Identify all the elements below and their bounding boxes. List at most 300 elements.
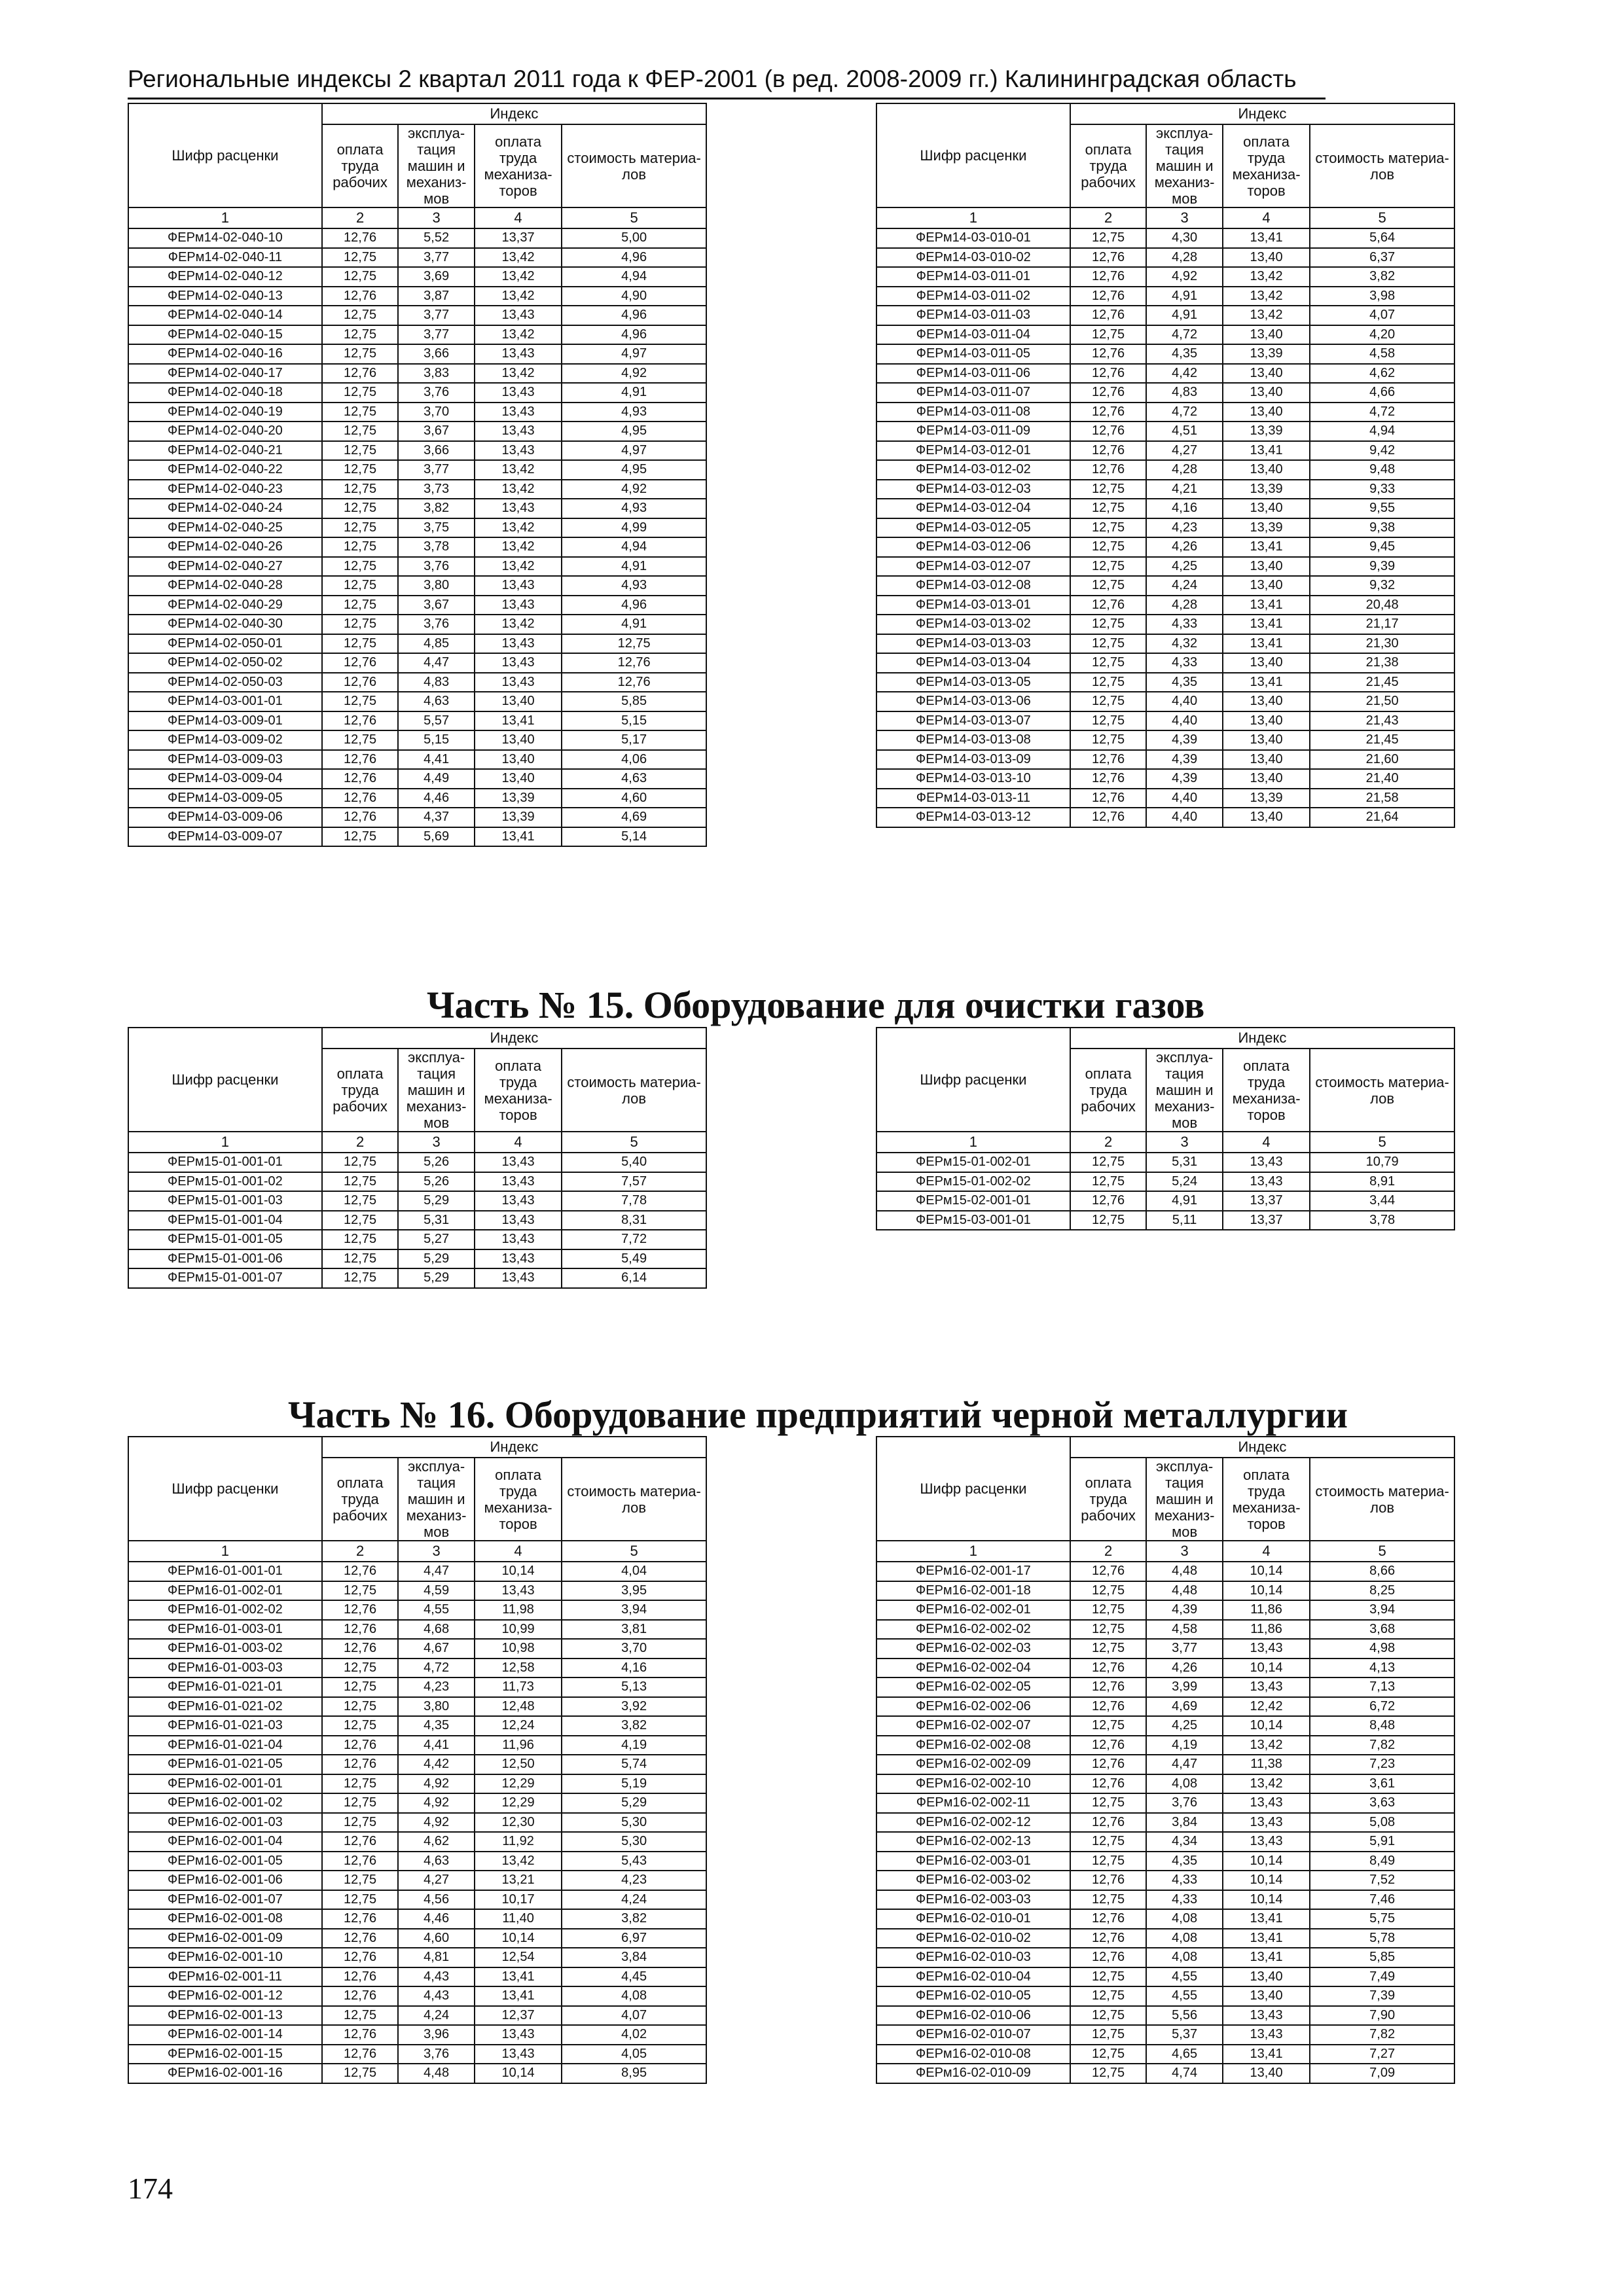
index-value-cell: 21,45 xyxy=(1310,730,1454,750)
index-value-cell: 13,40 xyxy=(1223,248,1310,268)
table-row xyxy=(128,1716,706,1736)
index-value-cell: 4,34 xyxy=(1146,1832,1223,1852)
index-value-cell: 12,75 xyxy=(1070,730,1147,750)
table-row xyxy=(876,267,1454,287)
index-value-cell: 13,41 xyxy=(1223,537,1310,557)
table-row xyxy=(128,1736,706,1755)
table-row xyxy=(876,441,1454,461)
index-value-cell: 13,43 xyxy=(475,1249,562,1269)
index-value-cell: 13,21 xyxy=(475,1871,562,1890)
index-value-cell: 12,76 xyxy=(1070,287,1147,306)
table-row xyxy=(128,615,706,634)
column-header-c2: эксплуа-тация машин и механиз-мов xyxy=(1146,1049,1223,1132)
table-row xyxy=(876,769,1454,789)
index-value-cell: 7,72 xyxy=(562,1230,706,1249)
index-value-cell: 3,84 xyxy=(1146,1813,1223,1833)
table-row xyxy=(876,228,1454,248)
index-value-cell: 4,48 xyxy=(1146,1562,1223,1581)
column-header-code: Шифр расценки xyxy=(128,103,322,207)
index-value-cell: 13,43 xyxy=(475,653,562,673)
index-value-cell: 9,39 xyxy=(1310,557,1454,577)
index-value-cell: 13,41 xyxy=(1223,228,1310,248)
index-value-cell: 12,75 xyxy=(322,499,399,518)
table-row xyxy=(876,1581,1454,1601)
index-value-cell: 12,75 xyxy=(322,441,399,461)
rate-code-cell: ФЕРм14-03-013-05 xyxy=(876,673,1070,692)
column-header-c2: эксплуа-тация машин и механиз-мов xyxy=(398,124,475,207)
index-value-cell: 3,69 xyxy=(398,267,475,287)
index-value-cell: 4,04 xyxy=(562,1562,706,1581)
index-value-cell: 4,91 xyxy=(562,557,706,577)
table-row xyxy=(128,537,706,557)
index-value-cell: 5,37 xyxy=(1146,2025,1223,2045)
index-value-cell: 13,41 xyxy=(475,711,562,731)
index-value-cell: 3,67 xyxy=(398,422,475,441)
index-value-cell: 9,45 xyxy=(1310,537,1454,557)
index-value-cell: 4,40 xyxy=(1146,789,1223,808)
index-value-cell: 4,91 xyxy=(1146,287,1223,306)
index-value-cell: 13,40 xyxy=(1223,325,1310,345)
rate-code-cell: ФЕРм14-03-010-02 xyxy=(876,248,1070,268)
rate-code-cell: ФЕРм16-02-010-02 xyxy=(876,1929,1070,1948)
index-value-cell: 3,73 xyxy=(398,480,475,499)
index-value-cell: 12,76 xyxy=(1070,441,1147,461)
rate-code-cell: ФЕРм14-02-040-18 xyxy=(128,383,322,403)
rate-code-cell: ФЕРм14-02-040-15 xyxy=(128,325,322,345)
table-row xyxy=(876,1774,1454,1794)
index-value-cell: 5,15 xyxy=(562,711,706,731)
index-value-cell: 12,76 xyxy=(1070,460,1147,480)
index-value-cell: 4,92 xyxy=(398,1813,475,1833)
index-value-cell: 3,75 xyxy=(398,518,475,538)
index-value-cell: 4,96 xyxy=(562,306,706,325)
rate-code-cell: ФЕРм16-01-003-03 xyxy=(128,1659,322,1678)
index-value-cell: 9,38 xyxy=(1310,518,1454,538)
index-value-cell: 13,40 xyxy=(1223,2064,1310,2083)
rate-code-cell: ФЕРм16-02-001-03 xyxy=(128,1813,322,1833)
table-row xyxy=(128,653,706,673)
table-row xyxy=(128,1948,706,1967)
index-value-cell: 4,40 xyxy=(1146,692,1223,711)
index-value-cell: 12,30 xyxy=(475,1813,562,1833)
rate-code-cell: ФЕРм14-03-012-08 xyxy=(876,576,1070,596)
index-value-cell: 12,75 xyxy=(322,1172,399,1192)
index-value-cell: 4,65 xyxy=(1146,2045,1223,2064)
index-value-cell: 6,37 xyxy=(1310,248,1454,268)
index-value-cell: 4,93 xyxy=(562,576,706,596)
index-value-cell: 3,81 xyxy=(562,1620,706,1640)
index-value-cell: 12,76 xyxy=(322,1986,399,2006)
index-value-cell: 13,43 xyxy=(475,1211,562,1230)
table-row xyxy=(876,1967,1454,1987)
index-value-cell: 4,33 xyxy=(1146,1871,1223,1890)
table-row xyxy=(128,1230,706,1249)
index-value-cell: 4,94 xyxy=(1310,422,1454,441)
table-row xyxy=(128,1909,706,1929)
index-value-cell: 20,48 xyxy=(1310,596,1454,615)
rate-code-cell: ФЕРм14-02-040-29 xyxy=(128,596,322,615)
index-value-cell: 5,69 xyxy=(398,827,475,847)
index-value-cell: 5,29 xyxy=(398,1191,475,1211)
index-value-cell: 4,92 xyxy=(398,1774,475,1794)
table-row xyxy=(876,344,1454,364)
rate-code-cell: ФЕРм15-01-001-06 xyxy=(128,1249,322,1269)
index-value-cell: 13,41 xyxy=(1223,1929,1310,1948)
page-number: 174 xyxy=(128,2172,173,2205)
index-value-cell: 4,27 xyxy=(1146,441,1223,461)
index-value-cell: 13,42 xyxy=(475,537,562,557)
index-value-cell: 12,76 xyxy=(1070,769,1147,789)
index-value-cell: 4,47 xyxy=(398,1562,475,1581)
index-value-cell: 12,76 xyxy=(1070,750,1147,770)
index-value-cell: 4,55 xyxy=(1146,1967,1223,1987)
index-value-cell: 7,39 xyxy=(1310,1986,1454,2006)
rate-code-cell: ФЕРм14-03-001-01 xyxy=(128,692,322,711)
index-value-cell: 5,13 xyxy=(562,1677,706,1697)
index-value-cell: 5,29 xyxy=(398,1268,475,1288)
rate-code-cell: ФЕРм16-02-010-04 xyxy=(876,1967,1070,1987)
index-value-cell: 4,72 xyxy=(1310,403,1454,422)
index-value-cell: 12,75 xyxy=(1070,1986,1147,2006)
column-number: 1 xyxy=(128,1132,322,1153)
rate-code-cell: ФЕРм16-02-001-11 xyxy=(128,1967,322,1987)
index-value-cell: 4,08 xyxy=(1146,1929,1223,1948)
index-value-cell: 13,42 xyxy=(1223,287,1310,306)
table-row xyxy=(876,808,1454,827)
index-value-cell: 12,75 xyxy=(322,1230,399,1249)
rate-code-cell: ФЕРм14-03-009-03 xyxy=(128,750,322,770)
index-value-cell: 5,24 xyxy=(1146,1172,1223,1192)
rate-code-cell: ФЕРм16-01-003-01 xyxy=(128,1620,322,1640)
index-value-cell: 12,76 xyxy=(1070,808,1147,827)
index-value-cell: 4,33 xyxy=(1146,615,1223,634)
table-row xyxy=(128,1268,706,1288)
index-value-cell: 12,75 xyxy=(322,248,399,268)
table-row xyxy=(876,1793,1454,1813)
table-row xyxy=(128,364,706,384)
index-value-cell: 3,98 xyxy=(1310,287,1454,306)
index-value-cell: 3,68 xyxy=(1310,1620,1454,1640)
index-value-cell: 4,35 xyxy=(1146,1852,1223,1871)
index-value-cell: 12,75 xyxy=(322,615,399,634)
rate-code-cell: ФЕРм16-02-010-03 xyxy=(876,1948,1070,1967)
table-row xyxy=(128,1639,706,1659)
index-value-cell: 4,28 xyxy=(1146,460,1223,480)
index-value-cell: 12,76 xyxy=(322,1929,399,1948)
table-row xyxy=(128,808,706,827)
index-value-cell: 9,42 xyxy=(1310,441,1454,461)
rate-code-cell: ФЕРм16-01-021-05 xyxy=(128,1755,322,1774)
column-number: 3 xyxy=(1146,207,1223,228)
rate-code-cell: ФЕРм16-02-002-01 xyxy=(876,1600,1070,1620)
index-value-cell: 12,75 xyxy=(322,576,399,596)
index-value-cell: 7,49 xyxy=(1310,1967,1454,1987)
index-value-cell: 12,76 xyxy=(322,711,399,731)
index-value-cell: 5,30 xyxy=(562,1832,706,1852)
rate-code-cell: ФЕРм14-03-013-03 xyxy=(876,634,1070,654)
index-value-cell: 4,55 xyxy=(1146,1986,1223,2006)
rate-code-cell: ФЕРм14-03-012-05 xyxy=(876,518,1070,538)
index-value-cell: 12,76 xyxy=(322,1755,399,1774)
table-row xyxy=(128,673,706,692)
table-row xyxy=(876,730,1454,750)
index-value-cell: 3,82 xyxy=(1310,267,1454,287)
rate-code-cell: ФЕРм16-01-021-04 xyxy=(128,1736,322,1755)
index-value-cell: 3,84 xyxy=(562,1948,706,1967)
rate-code-cell: ФЕРм16-02-001-15 xyxy=(128,2045,322,2064)
index-value-cell: 4,19 xyxy=(1146,1736,1223,1755)
index-value-cell: 4,08 xyxy=(1146,1948,1223,1967)
index-value-cell: 12,76 xyxy=(1070,1774,1147,1794)
index-value-cell: 12,76 xyxy=(1070,364,1147,384)
index-value-cell: 12,42 xyxy=(1223,1697,1310,1717)
index-value-cell: 5,85 xyxy=(562,692,706,711)
index-value-cell: 11,86 xyxy=(1223,1600,1310,1620)
index-value-cell: 13,43 xyxy=(475,499,562,518)
index-value-cell: 12,75 xyxy=(322,1697,399,1717)
rate-code-cell: ФЕРм14-03-013-08 xyxy=(876,730,1070,750)
table-row xyxy=(128,403,706,422)
table-row xyxy=(128,1929,706,1948)
table-row xyxy=(876,692,1454,711)
table-row xyxy=(876,1677,1454,1697)
rate-code-cell: ФЕРм14-03-011-05 xyxy=(876,344,1070,364)
index-value-cell: 12,29 xyxy=(475,1774,562,1794)
index-value-cell: 13,43 xyxy=(475,1230,562,1249)
index-value-cell: 4,98 xyxy=(1310,1639,1454,1659)
column-number: 5 xyxy=(562,1541,706,1562)
rate-code-cell: ФЕРм14-03-009-01 xyxy=(128,711,322,731)
index-value-cell: 12,76 xyxy=(1070,1736,1147,1755)
column-header-code: Шифр расценки xyxy=(876,103,1070,207)
rate-code-cell: ФЕРм15-01-002-02 xyxy=(876,1172,1070,1192)
index-value-cell: 12,75 xyxy=(1070,1153,1147,1172)
rate-code-cell: ФЕРм16-01-002-01 xyxy=(128,1581,322,1601)
index-value-cell: 12,75 xyxy=(1070,1793,1147,1813)
index-value-cell: 4,99 xyxy=(562,518,706,538)
index-value-cell: 4,06 xyxy=(562,750,706,770)
index-value-cell: 13,43 xyxy=(1223,1153,1310,1172)
rate-code-cell: ФЕРм15-01-001-03 xyxy=(128,1191,322,1211)
index-value-cell: 13,43 xyxy=(475,634,562,654)
index-value-cell: 13,40 xyxy=(1223,557,1310,577)
index-value-cell: 12,75 xyxy=(1070,1967,1147,1987)
rate-code-cell: ФЕРм14-02-040-13 xyxy=(128,287,322,306)
index-value-cell: 5,31 xyxy=(398,1211,475,1230)
index-value-cell: 21,64 xyxy=(1310,808,1454,827)
index-value-cell: 12,75 xyxy=(322,1659,399,1678)
index-value-cell: 8,66 xyxy=(1310,1562,1454,1581)
column-number: 5 xyxy=(562,207,706,228)
table-row xyxy=(876,325,1454,345)
table-row xyxy=(876,1172,1454,1192)
rate-code-cell: ФЕРм14-03-013-11 xyxy=(876,789,1070,808)
rate-code-cell: ФЕРм16-02-001-13 xyxy=(128,2006,322,2026)
table-row xyxy=(128,1659,706,1678)
table-row xyxy=(128,711,706,731)
table-row xyxy=(876,1153,1454,1172)
index-value-cell: 5,40 xyxy=(562,1153,706,1172)
index-value-cell: 12,75 xyxy=(1070,2025,1147,2045)
index-value-cell: 12,75 xyxy=(1070,557,1147,577)
index-value-cell: 13,37 xyxy=(1223,1191,1310,1211)
index-value-cell: 3,92 xyxy=(562,1697,706,1717)
table-row xyxy=(128,1986,706,2006)
index-value-cell: 8,49 xyxy=(1310,1852,1454,1871)
index-value-cell: 12,75 xyxy=(1070,1600,1147,1620)
index-value-cell: 7,13 xyxy=(1310,1677,1454,1697)
index-value-cell: 12,76 xyxy=(1070,1677,1147,1697)
index-value-cell: 13,41 xyxy=(1223,1909,1310,1929)
table-row xyxy=(128,422,706,441)
rate-code-cell: ФЕРм16-02-010-09 xyxy=(876,2064,1070,2083)
index-value-cell: 4,49 xyxy=(398,769,475,789)
rate-code-cell: ФЕРм14-03-011-08 xyxy=(876,403,1070,422)
index-value-cell: 4,42 xyxy=(398,1755,475,1774)
index-value-cell: 13,43 xyxy=(475,1191,562,1211)
index-value-cell: 5,17 xyxy=(562,730,706,750)
table-row xyxy=(128,692,706,711)
index-value-cell: 4,08 xyxy=(562,1986,706,2006)
index-value-cell: 4,95 xyxy=(562,422,706,441)
index-value-cell: 4,62 xyxy=(1310,364,1454,384)
index-value-cell: 12,58 xyxy=(475,1659,562,1678)
page-header: Региональные индексы 2 квартал 2011 года к ФЕР-2001 (в ред. 2008-2009 гг.) Калининградская область xyxy=(128,61,1326,99)
index-value-cell: 13,42 xyxy=(475,267,562,287)
index-value-cell: 4,94 xyxy=(562,267,706,287)
index-value-cell: 12,76 xyxy=(322,2025,399,2045)
index-value-cell: 11,86 xyxy=(1223,1620,1310,1640)
index-value-cell: 3,82 xyxy=(398,499,475,518)
rate-code-cell: ФЕРм15-01-001-01 xyxy=(128,1153,322,1172)
index-table xyxy=(128,1027,707,1289)
index-value-cell: 12,75 xyxy=(322,344,399,364)
index-value-cell: 4,60 xyxy=(398,1929,475,1948)
index-value-cell: 5,57 xyxy=(398,711,475,731)
index-value-cell: 10,14 xyxy=(1223,1659,1310,1678)
index-value-cell: 12,75 xyxy=(322,1813,399,1833)
index-value-cell: 4,83 xyxy=(1146,383,1223,403)
index-value-cell: 13,42 xyxy=(475,460,562,480)
rate-code-cell: ФЕРм16-02-002-13 xyxy=(876,1832,1070,1852)
column-number: 3 xyxy=(1146,1132,1223,1153)
table-row xyxy=(128,1967,706,1987)
rate-code-cell: ФЕРм16-02-001-05 xyxy=(128,1852,322,1871)
index-value-cell: 4,56 xyxy=(398,1890,475,1910)
table-row xyxy=(128,1890,706,1910)
index-value-cell: 13,37 xyxy=(1223,1211,1310,1230)
rate-code-cell: ФЕРм14-02-040-22 xyxy=(128,460,322,480)
index-value-cell: 4,24 xyxy=(1146,576,1223,596)
table-row xyxy=(128,1755,706,1774)
index-value-cell: 13,40 xyxy=(1223,576,1310,596)
index-value-cell: 5,08 xyxy=(1310,1813,1454,1833)
index-value-cell: 13,43 xyxy=(1223,1172,1310,1192)
index-value-cell: 12,75 xyxy=(322,1153,399,1172)
index-value-cell: 4,27 xyxy=(398,1871,475,1890)
index-value-cell: 4,69 xyxy=(562,808,706,827)
index-value-cell: 12,75 xyxy=(1070,673,1147,692)
table-row xyxy=(876,364,1454,384)
index-value-cell: 12,76 xyxy=(322,653,399,673)
index-value-cell: 12,76 xyxy=(322,2045,399,2064)
rate-code-cell: ФЕРм16-02-002-12 xyxy=(876,1813,1070,1833)
index-value-cell: 4,72 xyxy=(398,1659,475,1678)
index-value-cell: 12,75 xyxy=(1070,2006,1147,2026)
column-header-c4: стоимость материа-лов xyxy=(1310,1049,1454,1132)
table-row xyxy=(128,1697,706,1717)
table-row xyxy=(876,499,1454,518)
index-value-cell: 4,94 xyxy=(562,537,706,557)
index-value-cell: 12,76 xyxy=(322,769,399,789)
table-row xyxy=(128,1793,706,1813)
rate-code-cell: ФЕРм14-03-012-07 xyxy=(876,557,1070,577)
rate-code-cell: ФЕРм14-02-040-12 xyxy=(128,267,322,287)
index-value-cell: 12,75 xyxy=(1070,1172,1147,1192)
rate-code-cell: ФЕРм16-02-001-14 xyxy=(128,2025,322,2045)
column-header-code: Шифр расценки xyxy=(876,1028,1070,1132)
index-value-cell: 3,78 xyxy=(398,537,475,557)
index-value-cell: 4,05 xyxy=(562,2045,706,2064)
table-row xyxy=(876,287,1454,306)
column-number: 3 xyxy=(398,207,475,228)
table-row xyxy=(876,596,1454,615)
index-value-cell: 12,75 xyxy=(1070,615,1147,634)
index-value-cell: 12,75 xyxy=(322,1211,399,1230)
column-header-c1: оплата труда рабочих xyxy=(322,1458,399,1541)
column-group-header: Индекс xyxy=(1070,103,1454,124)
index-value-cell: 4,30 xyxy=(1146,228,1223,248)
index-value-cell: 12,76 xyxy=(322,750,399,770)
index-value-cell: 12,76 xyxy=(1070,1929,1147,1948)
index-value-cell: 13,42 xyxy=(475,248,562,268)
index-table xyxy=(128,103,707,847)
index-value-cell: 7,09 xyxy=(1310,2064,1454,2083)
index-value-cell: 6,97 xyxy=(562,1929,706,1948)
index-value-cell: 3,80 xyxy=(398,576,475,596)
index-value-cell: 4,91 xyxy=(1146,1191,1223,1211)
index-value-cell: 4,28 xyxy=(1146,248,1223,268)
table-row xyxy=(128,1249,706,1269)
index-value-cell: 3,95 xyxy=(562,1581,706,1601)
index-value-cell: 11,38 xyxy=(1223,1755,1310,1774)
index-value-cell: 13,43 xyxy=(475,2045,562,2064)
index-value-cell: 7,57 xyxy=(562,1172,706,1192)
index-value-cell: 4,24 xyxy=(398,2006,475,2026)
index-value-cell: 12,75 xyxy=(1070,711,1147,731)
index-value-cell: 12,76 xyxy=(322,1736,399,1755)
table-row xyxy=(128,1620,706,1640)
index-value-cell: 3,80 xyxy=(398,1697,475,1717)
index-value-cell: 8,48 xyxy=(1310,1716,1454,1736)
table-row xyxy=(876,1871,1454,1890)
rate-code-cell: ФЕРм15-02-001-01 xyxy=(876,1191,1070,1211)
rate-code-cell: ФЕРм16-02-002-11 xyxy=(876,1793,1070,1813)
index-value-cell: 12,76 xyxy=(562,673,706,692)
index-value-cell: 12,75 xyxy=(1070,653,1147,673)
table-row xyxy=(876,2006,1454,2026)
index-value-cell: 13,39 xyxy=(1223,789,1310,808)
index-value-cell: 7,27 xyxy=(1310,2045,1454,2064)
index-value-cell: 7,23 xyxy=(1310,1755,1454,1774)
column-group-header: Индекс xyxy=(322,103,706,124)
index-value-cell: 13,43 xyxy=(1223,1793,1310,1813)
index-value-cell: 13,43 xyxy=(475,422,562,441)
rate-code-cell: ФЕРм14-03-013-12 xyxy=(876,808,1070,827)
index-value-cell: 12,75 xyxy=(322,730,399,750)
index-value-cell: 13,42 xyxy=(475,518,562,538)
table-row xyxy=(128,1600,706,1620)
